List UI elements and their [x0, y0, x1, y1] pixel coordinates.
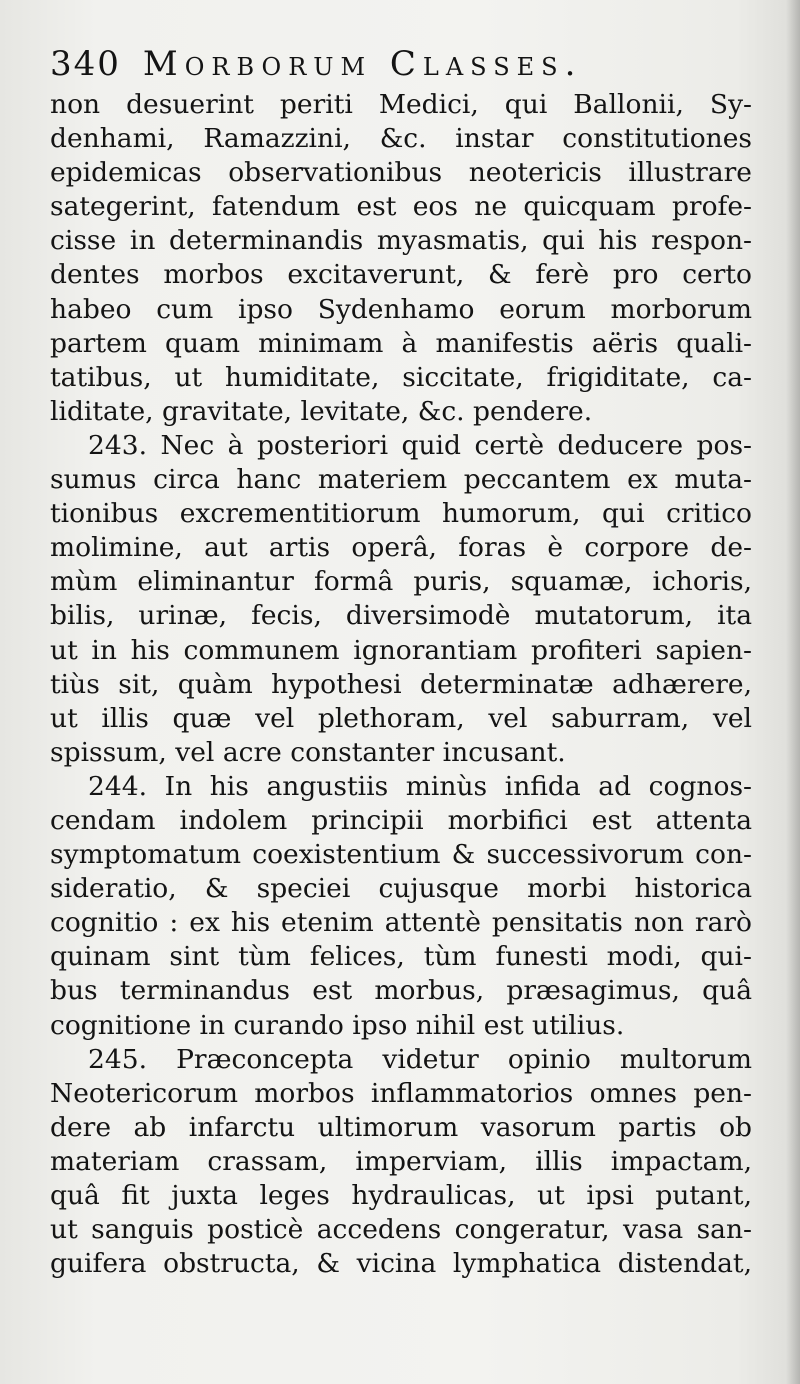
- text-line: ut illis quæ vel plethoram, vel saburram, vel: [50, 702, 752, 734]
- text-line: mùm eliminantur formâ puris, squamæ, ichoris,: [50, 566, 752, 598]
- text-line: bilis, urinæ, fecis, diversimodè mutatorum, ita: [50, 600, 752, 632]
- text-line: denhami, Ramazzini, &c. instar constitutiones: [50, 123, 752, 155]
- text-line: Neotericorum morbos inflammatorios omnes pen-: [50, 1077, 752, 1109]
- text-line: cendam indolem principii morbifici est attenta: [50, 804, 752, 836]
- text-line: tatibus, ut humiditate, siccitate, frigiditate, ca-: [50, 361, 752, 393]
- text-line: cisse in determinandis myasmatis, qui his respon-: [50, 225, 752, 257]
- text-line: habeo cum ipso Sydenhamo eorum morborum: [50, 293, 752, 325]
- page-edge-shadow: [786, 0, 800, 1384]
- body-text: [50, 88, 752, 1281]
- text-line: symptomatum coexistentium & successivorum con-: [50, 839, 752, 871]
- text-line: materiam crassam, imperviam, illis impactam,: [50, 1145, 752, 1177]
- text-line: dentes morbos excitaverunt, & ferè pro certo: [50, 259, 752, 291]
- text-line: ut in his communem ignorantiam profiteri sapien-: [50, 634, 752, 666]
- text-line: non desuerint periti Medici, qui Ballonii, Sy-: [50, 89, 752, 120]
- text-line: guifera obstructa, & vicina lymphatica distendat,: [50, 1248, 752, 1280]
- page-text: [50, 44, 752, 1281]
- text-line: 244. In his angustiis minùs infida ad cognos-: [88, 770, 752, 802]
- text-line: tiùs sit, quàm hypothesi determinatæ adhærere,: [50, 668, 752, 700]
- text-line: 243. Nec à posteriori quid certè deducere pos-: [88, 429, 752, 461]
- text-line: bus terminandus est morbus, præsagimus, quâ: [50, 975, 752, 1007]
- text-line: sategerint, fatendum est eos ne quicquam profe-: [50, 191, 752, 223]
- text-line: tionibus excrementitiorum humorum, qui critico: [50, 498, 752, 530]
- text-line: spissum, vel acre constanter incusant.: [50, 736, 566, 768]
- text-line: quinam sint tùm felices, tùm funesti modi, qui-: [50, 941, 752, 973]
- text-line: cognitio : ex his etenim attentè pensitatis non rarò: [50, 907, 752, 939]
- text-line: sideratio, & speciei cujusque morbi historica: [50, 873, 752, 905]
- text-line: partem quam minimam à manifestis aëris quali-: [50, 327, 752, 359]
- text-line: molimine, aut artis operâ, foras è corpore de-: [50, 532, 752, 564]
- text-line: liditate, gravitate, levitate, &c. pendere.: [50, 395, 593, 427]
- text-line: cognitione in curando ipso nihil est utilius.: [50, 1009, 625, 1041]
- text-line: sumus circa hanc materiem peccantem ex muta-: [50, 464, 752, 496]
- text-line: ut sanguis posticè accedens congeratur, vasa san-: [50, 1214, 752, 1246]
- text-line: dere ab infarctu ultimorum vasorum partis ob: [50, 1111, 752, 1143]
- text-line: 245. Præconcepta videtur opinio multorum: [88, 1043, 752, 1075]
- text-line: quâ fit juxta leges hydraulicas, ut ipsi putant,: [50, 1180, 752, 1211]
- page-header: [50, 44, 752, 88]
- running-head: Morborum Classes.: [142, 44, 583, 84]
- text-line: epidemicas observationibus neotericis illustrare: [50, 157, 752, 189]
- page-number: 340: [50, 44, 121, 84]
